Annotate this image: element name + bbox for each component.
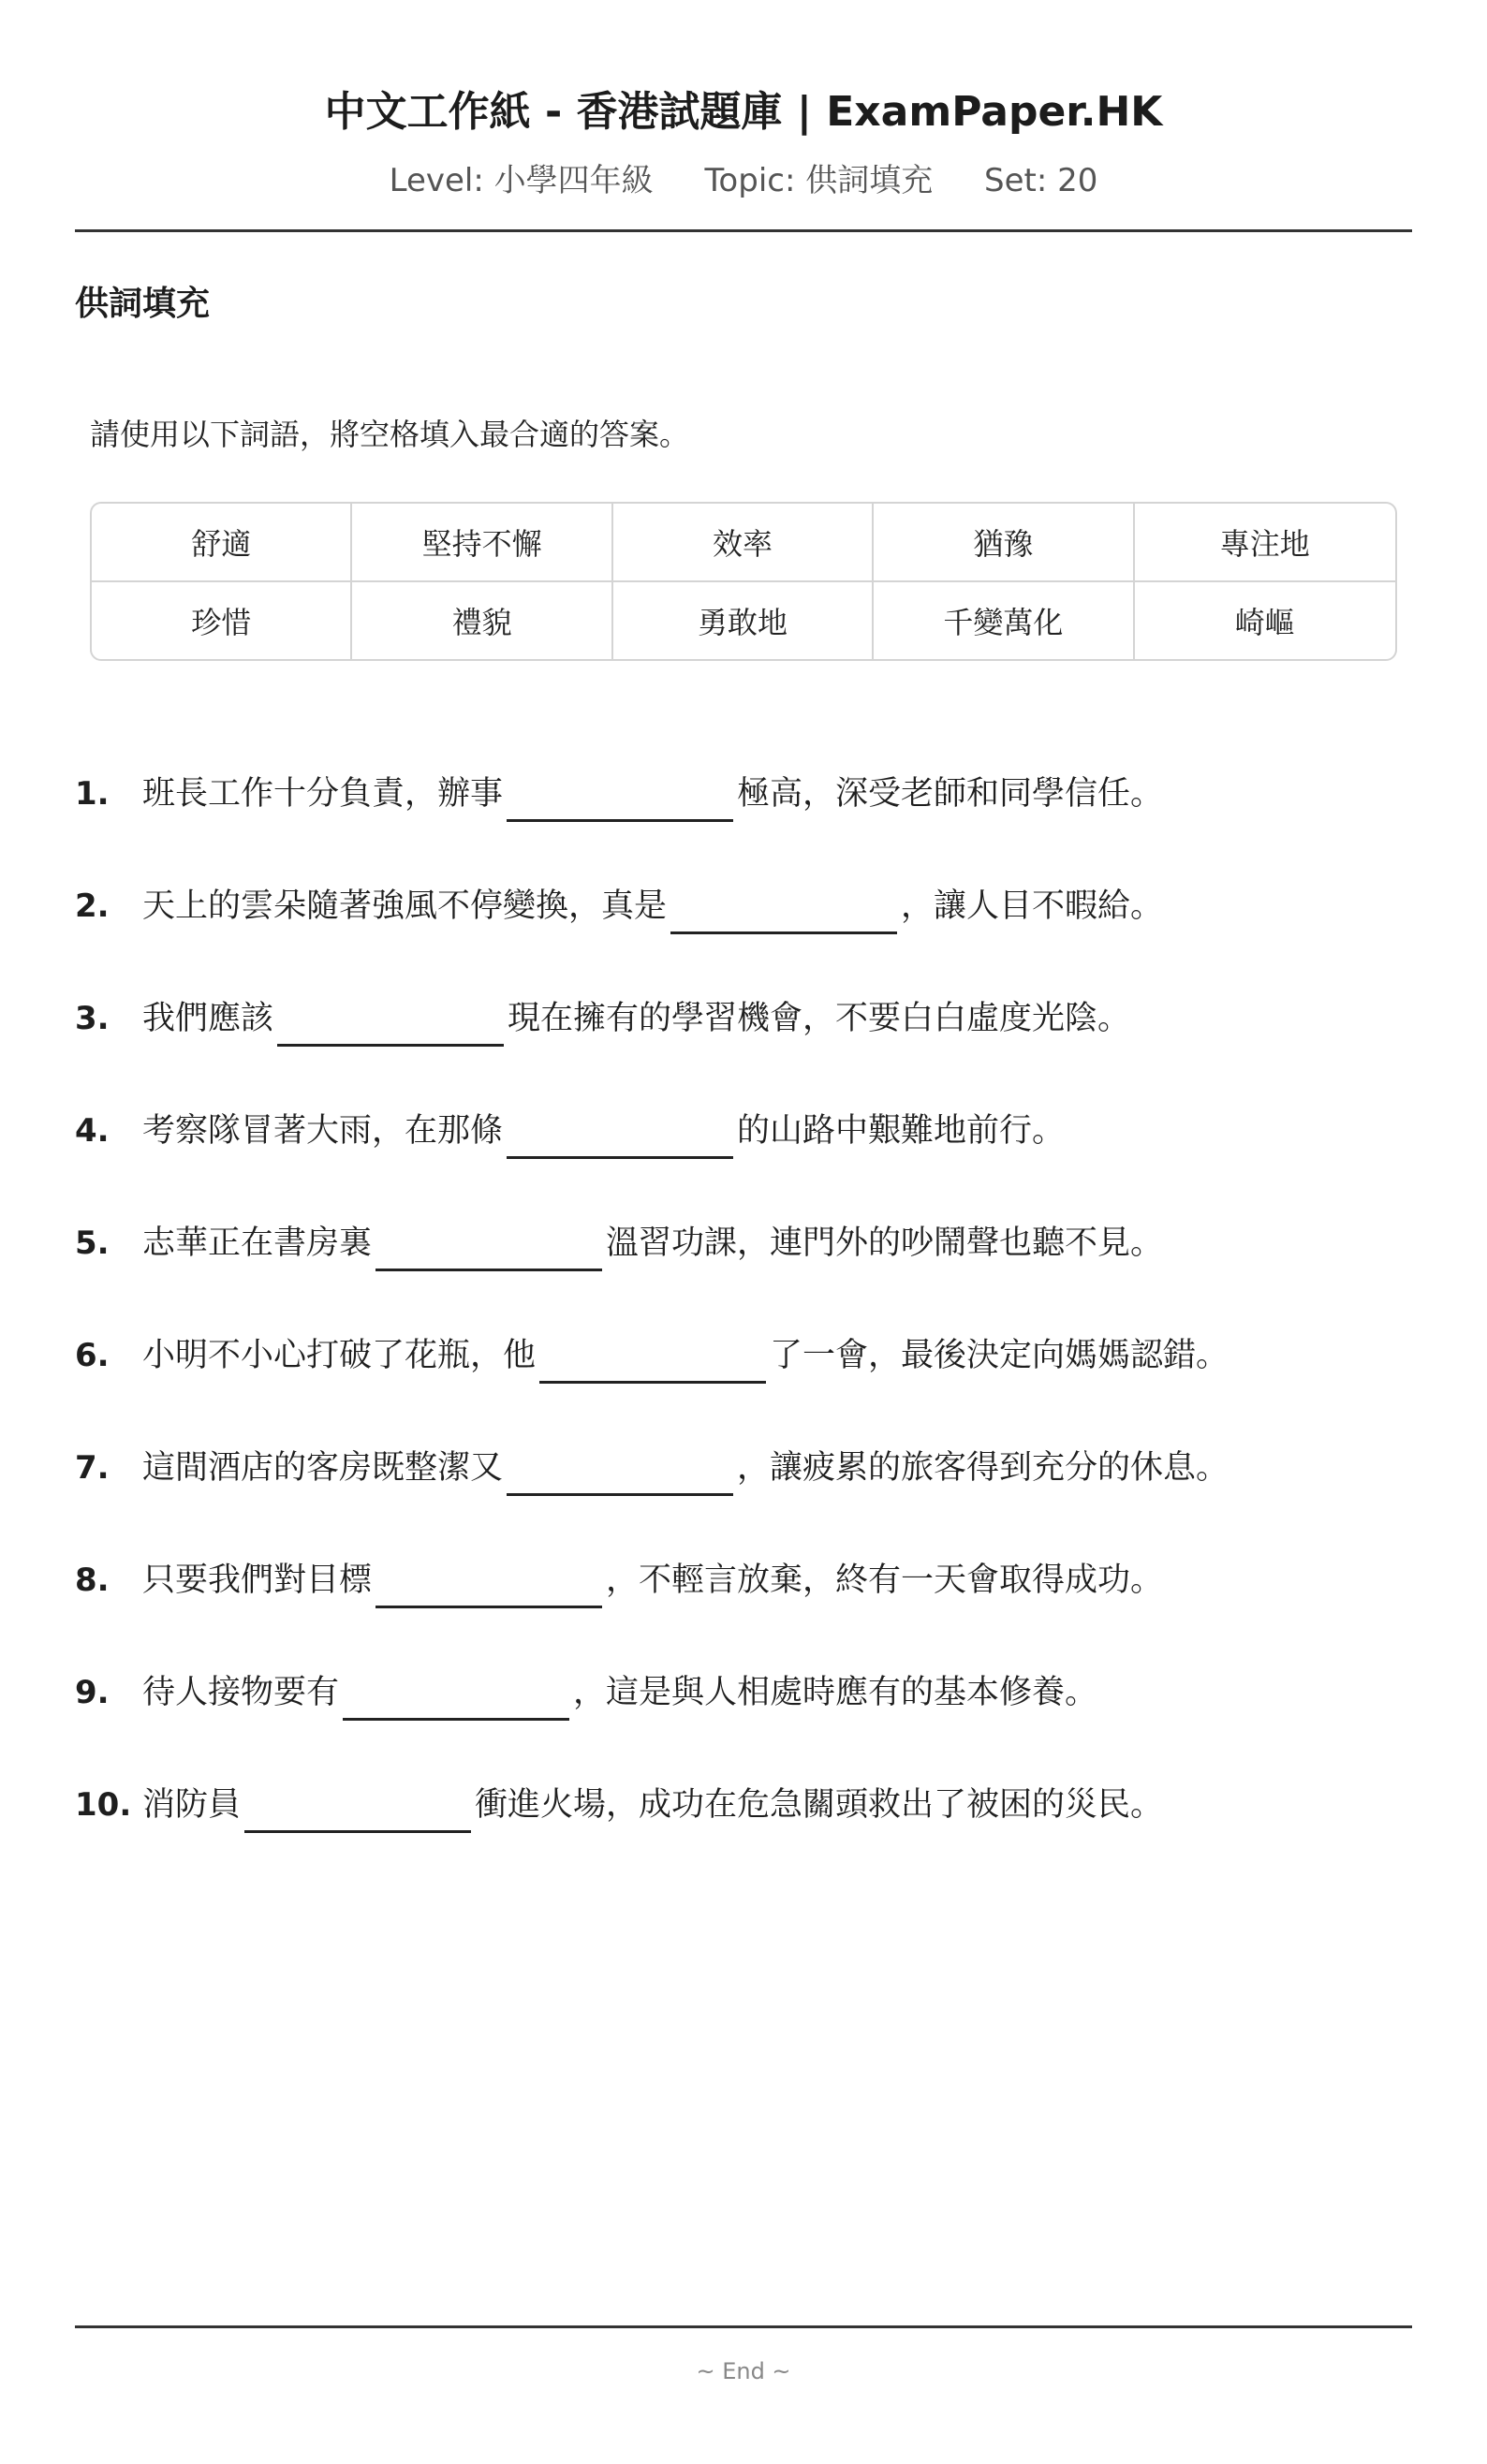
- question-text: [142, 1327, 1229, 1384]
- question-number: 4.: [75, 1112, 110, 1150]
- set-label: Set: 20: [984, 162, 1098, 199]
- footer-text: ~ End ~: [696, 2358, 791, 2384]
- question-text: [142, 1440, 1229, 1496]
- question-text: [142, 878, 1163, 934]
- word-bank-cell: 舒適: [92, 504, 352, 582]
- section-title: 供詞填充: [75, 285, 211, 323]
- question-text-after: ，這是與人相處時應有的基本修養。: [573, 1674, 1098, 1711]
- question-text-before: 待人接物要有: [142, 1674, 340, 1711]
- question-item: [75, 1552, 1412, 1665]
- word-bank-row: [92, 504, 1395, 582]
- word-bank-cell: 崎嶇: [1234, 605, 1295, 640]
- question-item: [75, 766, 1412, 878]
- question-number: 9.: [75, 1674, 110, 1711]
- question-text-after: 現在擁有的學習機會，不要白白虛度光陰。: [508, 1000, 1131, 1037]
- level-label: Level: 小學四年級: [389, 162, 654, 199]
- worksheet-header: [75, 84, 1412, 202]
- topic-label: Topic: 供詞填充: [704, 162, 934, 199]
- question-text-after: ，不輕言放棄，終有一天會取得成功。: [606, 1562, 1164, 1599]
- question-text: [142, 766, 1163, 822]
- question-text-before: 只要我們對目標: [142, 1562, 373, 1599]
- answer-blank[interactable]: [507, 772, 733, 822]
- question-number: 6.: [75, 1337, 110, 1374]
- question-item: [75, 1777, 1412, 1889]
- question-number: 2.: [75, 887, 110, 925]
- worksheet-title: 中文工作紙 - 香港試題庫 | ExamPaper.HK: [324, 88, 1163, 136]
- question-text-before: 考察隊冒著大雨，在那條: [142, 1112, 504, 1150]
- word-bank-cell: 珍惜: [92, 582, 352, 659]
- word-bank-cell: 猶豫: [874, 504, 1134, 582]
- question-text-after: 極高，深受老師和同學信任。: [737, 775, 1164, 813]
- question-item: [75, 1215, 1412, 1327]
- question-item: [75, 1103, 1412, 1215]
- instruction-text: 請使用以下詞語，將空格填入最合適的答案。: [90, 417, 690, 452]
- word-bank-cell: 禮貌: [352, 582, 612, 659]
- question-item: [75, 878, 1412, 990]
- question-text-after: 溫習功課，連門外的吵鬧聲也聽不見。: [606, 1225, 1164, 1262]
- footer-divider: [75, 2325, 1412, 2328]
- question-text-before: 志華正在書房裏: [142, 1225, 373, 1262]
- question-text-before: 我們應該: [142, 1000, 274, 1037]
- question-text: [142, 1665, 1097, 1721]
- question-text: [142, 1215, 1163, 1271]
- word-bank-cell: 千變萬化: [874, 582, 1134, 659]
- word-bank-row: [92, 582, 1395, 659]
- answer-blank[interactable]: [277, 997, 504, 1047]
- question-text: [142, 990, 1130, 1047]
- question-text: [142, 1103, 1065, 1159]
- question-number: 7.: [75, 1449, 110, 1487]
- word-bank-cell: 專注地: [1135, 504, 1395, 582]
- answer-blank[interactable]: [507, 1109, 733, 1159]
- word-bank-cell: 效率: [613, 504, 874, 582]
- question-text-after: 了一會，最後決定向媽媽認錯。: [770, 1337, 1229, 1374]
- question-text: [142, 1777, 1163, 1833]
- answer-blank[interactable]: [244, 1783, 471, 1833]
- word-bank-cell: 勇敢地: [613, 582, 874, 659]
- answer-blank[interactable]: [375, 1559, 602, 1608]
- question-text-after: 的山路中艱難地前行。: [737, 1112, 1066, 1150]
- question-text-before: 消防員: [142, 1786, 242, 1824]
- question-item: [75, 1327, 1412, 1440]
- question-text-after: 衝進火場，成功在危急關頭救出了被困的災民。: [475, 1786, 1164, 1824]
- question-number: 1.: [75, 775, 110, 813]
- word-bank-table: [90, 502, 1397, 661]
- question-list: [75, 766, 1412, 1889]
- question-item: [75, 1665, 1412, 1777]
- question-text-before: 小明不小心打破了花瓶，他: [142, 1337, 537, 1374]
- answer-blank[interactable]: [375, 1222, 602, 1271]
- question-number: 8.: [75, 1562, 110, 1599]
- answer-blank[interactable]: [343, 1671, 569, 1721]
- answer-blank[interactable]: [670, 885, 897, 934]
- header-divider: [75, 229, 1412, 232]
- question-item: [75, 990, 1412, 1103]
- question-number: 3.: [75, 1000, 110, 1037]
- question-text-before: 這間酒店的客房既整潔又: [142, 1449, 504, 1487]
- question-number: 5.: [75, 1225, 110, 1262]
- answer-blank[interactable]: [539, 1334, 766, 1384]
- question-text-after: ，讓疲累的旅客得到充分的休息。: [737, 1449, 1229, 1487]
- question-text-before: 天上的雲朵隨著強風不停變換，真是: [142, 887, 668, 925]
- question-item: [75, 1440, 1412, 1552]
- word-bank-cell: 堅持不懈: [352, 504, 612, 582]
- worksheet-meta: [75, 159, 1412, 202]
- answer-blank[interactable]: [507, 1446, 733, 1496]
- question-text-before: 班長工作十分負責，辦事: [142, 775, 504, 813]
- question-text-after: ，讓人目不暇給。: [901, 887, 1164, 925]
- question-text: [142, 1552, 1163, 1608]
- question-number: 10.: [75, 1786, 132, 1824]
